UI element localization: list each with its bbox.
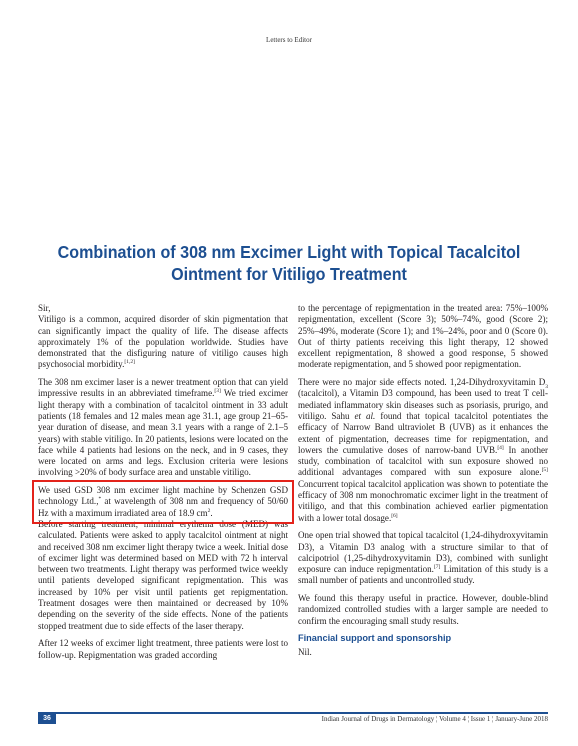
discussion-text-c: found that topical tacalcitol potentiates the efficacy of Narrow Band ultraviolet B (UVB) as it enhances the extent of pigmentation, decreases time for repigmentation, and lowers the cumulative doses of narrow-band UVB. xyxy=(298,410,548,455)
discussion-text-e: Concurrent topical tacalcitol application was shown to potentiate the efficacy of 308 nm monochromatic excimer light in the treatment of vitiligo, and that this combination achieved earlier pigmentation with a lower total dosage. xyxy=(298,478,548,523)
financial-support-text: Nil. xyxy=(298,646,312,657)
paragraph-method xyxy=(38,377,288,479)
paragraph-grading: to the percentage of repigmentation in the treated area: 75%–100% repigmentation, excellent (Score 3); 50%–74%, good (Score 2); 25%–49%, moderate (Score 1); and 1%–24%, poor and 0 (Score 0). Out of thirty patients receiving this light therapy, 12 showed excellent repigmentation, 8 showed a good response, 5 showed moderate repigmentation, and 5 showed poor repigmentation. xyxy=(298,303,548,370)
citation: [6] xyxy=(391,512,398,519)
financial-support-heading: Financial support and sponsorship xyxy=(298,633,452,644)
trial-text-b: Limitation of this study is a small number of patients and uncontrolled study. xyxy=(298,564,548,586)
equipment-period: . xyxy=(210,507,213,518)
method-text-b: We tried excimer light therapy with a combination of tacalcitol ointment in 33 adult patients (18 females and 12 males mean age 31.1, age group 21–65-year duration of disease, and mean 3.1 years with a range of 2.1–5 years) with stable vitiligo. In 20 patients, lesions were located on the face while 4 patients had lesions on the neck, and in 9 cases, they were located on arms and legs. Exclusion criteria were lesions involving >20% of body surface area and unstable vitiligo. xyxy=(38,388,288,478)
paragraph-open-trial xyxy=(298,530,548,586)
trial-text-a: One open trial showed that topical tacalcitol (1,24-dihydroxyvitamin D3), a Vitamin D3 analog with a structure similar to that of calcipotriol (1,25-dihydroxyvitamin D3), combined with sunlight exposure can induce repigmentation. xyxy=(298,530,548,575)
intro-text: Vitiligo is a common, acquired disorder of skin pigmentation that can significantly impact the quality of life. The disease affects approximately 1% of the population worldwide. Studies have demonstrated that the disfiguring nature of vitiligo causes high psychosocial morbidity. xyxy=(38,314,288,370)
paragraph-followup: After 12 weeks of excimer light treatment, three patients were lost to follow-up. Repigmentation was graded according xyxy=(38,638,288,660)
equipment-text-b: at wavelength of 308 nm and frequency of 50/60 Hz with a maximum irradiated area of 18.9 cm xyxy=(38,496,289,518)
discussion-text-d: In another study, combination of tacalcitol with sun exposure showed no additional advantages compared with sun exposure alone. xyxy=(298,444,548,478)
paragraph-discussion xyxy=(298,377,548,524)
paragraph-equipment xyxy=(38,485,288,519)
right-column xyxy=(298,303,548,658)
citation: [7] xyxy=(433,564,441,571)
paragraph-conclusion: We found this therapy useful in practice. However, double-blind randomized controlled studies with a larger sample are needed to confirm the encouraging small study results. xyxy=(298,593,548,626)
page-number: 36 xyxy=(38,714,56,724)
method-text-a: The 308 nm excimer laser is a newer treatment option that can yield impressive results in an abbreviated timeframe. xyxy=(38,377,288,399)
journal-citation: Indian Journal of Drugs in Dermatology ¦ Volume 4 ¦ Issue 1 ¦ January-June 2018 xyxy=(321,715,548,723)
citation: [1,2] xyxy=(124,359,135,366)
citation: [5] xyxy=(541,467,548,474)
citation: [3] xyxy=(214,388,221,395)
article-title xyxy=(56,241,522,285)
title-line-1: Combination of 308 nm Excimer Light with Topical Tacalcitol xyxy=(57,242,521,262)
salutation: Sir, xyxy=(38,303,51,313)
paragraph-protocol: Before starting treatment, minimal erythema dose (MED) was calculated. Patients were asked to apply tacalcitol ointment at night and received 308 nm excimer light therapy twice a week. Initial dose of excimer light was determined based on MED with 72 h interval between two treatments. Light therapy was performed twice weekly until patients developed significant repigmentation. This was increased by 10% per visit until patients get repigmentation. Treatment dosages were then maintained or decreased by 10% depending on the severity of the side effects. None of the patients stopped treatment due to side effects of the laser therapy. xyxy=(38,518,288,631)
et-al: et al. xyxy=(354,410,376,421)
discussion-text-a: There were no major side effects noted. 1,24-Dihydroxyvitamin D xyxy=(298,377,546,388)
superscript-2: 2 xyxy=(207,507,211,514)
paragraph-intro xyxy=(38,314,288,370)
subscript-3: 3 xyxy=(545,383,548,390)
title-line-2: Ointment for Vitiligo Treatment xyxy=(171,264,407,284)
equipment-text-a: We used GSD 308 nm excimer light machine by Schenzen GSD technology Ltd., xyxy=(38,485,288,507)
running-head: Letters to Editor xyxy=(266,36,312,44)
citation: [4] xyxy=(497,444,504,451)
highlighted-passage xyxy=(38,485,288,519)
left-column xyxy=(38,303,288,667)
discussion-text-b: (tacalcitol), a Vitamin D3 compound, has been used to treat T cell-mediated inflammatory skin diseases such as psoriasis, prurigo, and vitiligo. Sahu xyxy=(298,388,548,421)
page-footer xyxy=(38,712,548,726)
footnote-marker: * xyxy=(98,496,102,503)
